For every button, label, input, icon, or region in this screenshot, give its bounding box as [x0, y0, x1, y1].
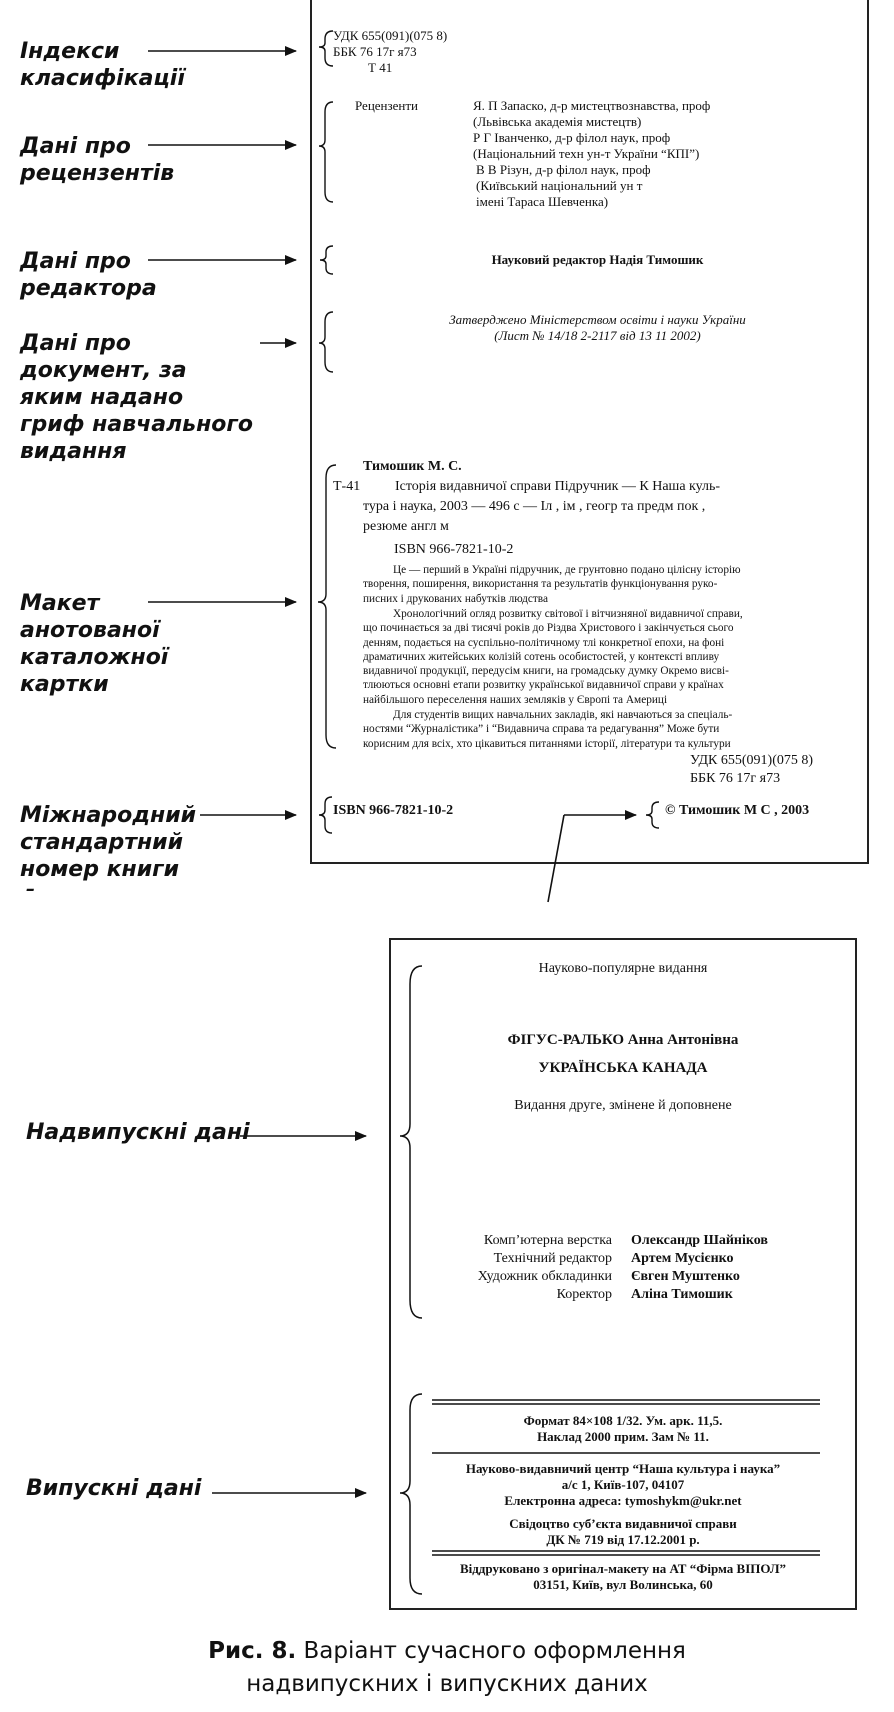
brace-indexes: [319, 31, 333, 66]
brace-isbn: [319, 797, 332, 833]
card-bib-line-3: резюме англ м: [363, 519, 449, 534]
credit-name: Євген Муштенко: [631, 1269, 740, 1284]
credit-role: Технічний редактор: [493, 1251, 612, 1266]
publisher-line-1: Науково-видавничий центр “Наша культура і наука”: [465, 1461, 781, 1476]
credit-name: Аліна Тимошик: [631, 1287, 733, 1302]
book-author-name: ФІГУС-РАЛЬКО Анна Антонівна: [507, 1032, 739, 1048]
reviewers-heading: Рецензенти: [355, 98, 419, 113]
brace-reviewers: [319, 102, 333, 202]
label-document-data: Дані про документ, за яким надано гриф навчального видання: [20, 331, 254, 464]
copyright-notice: © Тимошик М С , 2003: [665, 803, 810, 818]
label-pre-release-data: Надвипускні дані: [26, 1120, 250, 1145]
bbk-index-bottom: ББК 76 17г я73: [690, 771, 781, 786]
label-isbn: Міжнародний стандартний номер книги: [20, 803, 197, 882]
annotation-line: видавничої продукції, передусім книги, на громадську думку Окремо висві-: [363, 665, 729, 678]
card-bib-line-1: Історія видавничої справи Підручник — К Наша куль-: [395, 479, 721, 494]
annotation-line: драматичних житейських колізій сотень особистостей, у контексті впливу: [363, 650, 720, 663]
publisher-email-line: Електронна адреса: tymoshykm@ukr.net: [504, 1493, 742, 1508]
reviewer-1-affiliation: (Львівська академія мистецтв): [473, 114, 642, 129]
card-bib-line-2: тура і наука, 2003 — 496 с — Іл , ім , геогр та предм пок ,: [363, 499, 706, 514]
credit-role: Коректор: [556, 1287, 612, 1302]
print-run-line: Наклад 2000 прим. Зам № 11.: [537, 1429, 709, 1444]
brace-catalog-card: [318, 465, 336, 748]
annotation-line: корисним для всіх, хто цікавиться питаннями історії, літератури та культури: [363, 737, 731, 750]
book-title: УКРАЇНСЬКА КАНАДА: [538, 1060, 708, 1076]
label-catalog-card: Макет анотованої каталожної картки: [20, 591, 169, 697]
brace-copyright: [646, 802, 659, 828]
card-cutter-mark: Т-41: [333, 479, 361, 494]
figure-caption-text: Варіант сучасного оформлення: [296, 1638, 686, 1664]
annotation-line: писних і друкованих набутків людства: [363, 592, 549, 605]
figure-caption-line-2: надвипускних і випускних даних: [246, 1671, 648, 1697]
brace-document: [319, 312, 333, 372]
label-editor-data: Дані про редактора: [20, 249, 157, 301]
brace-pre-release: [400, 966, 422, 1318]
reviewer-3-affiliation-line2: імені Тараса Шевченка): [476, 194, 609, 209]
label-classification-indexes: Індекси класифікації: [20, 39, 185, 91]
scientific-editor-line: Науковий редактор Надія Тимошик: [491, 252, 704, 267]
figure-number: Рис. 8.: [208, 1638, 297, 1664]
copyright-pointer-line: [548, 815, 564, 902]
annotation-line: Це — перший в Україні підручник, де грунтовно подано цілісну історію: [393, 564, 741, 576]
annotation-line: денням, подається на суспільно-політичному тлі конкретної епохи, на фоні: [363, 636, 725, 649]
label-release-data: Випускні дані: [26, 1476, 202, 1501]
udk-index-bottom: УДК 655(091)(075 8): [690, 753, 814, 768]
publisher-line-2: а/с 1, Київ-107, 04107: [561, 1477, 685, 1492]
approval-line-2: (Лист № 14/18 2-2117 від 13 11 2002): [494, 328, 701, 343]
edition-type: Науково-популярне видання: [538, 961, 708, 976]
bbk-index-top: ББК 76 17г я73: [333, 44, 417, 59]
annotation-line: найбільшого переселення наших земляків у Європі та Америці: [363, 693, 668, 706]
card-author: Тимошик М. С.: [363, 459, 462, 474]
format-line: Формат 84×108 1/32. Ум. арк. 11,5.: [523, 1413, 723, 1428]
annotation-line: творення, поширення, використання та результатів функціонування руко-: [363, 578, 718, 591]
cutter-mark-top: Т 41: [368, 60, 393, 75]
annotation-line: Хронологічний огляд розвитку світової і вітчизняної видавничої справи,: [393, 608, 743, 620]
label-reviewers-data: Дані про рецензентів: [20, 134, 175, 186]
credit-role: Комп’ютерна верстка: [483, 1233, 612, 1248]
edition-note: Видання друге, змінене й доповнене: [514, 1098, 732, 1113]
reviewer-2-name: Р Г Іванченко, д-р філол наук, проф: [473, 130, 671, 145]
card-isbn: ISBN 966-7821-10-2: [394, 542, 514, 557]
annotation-line: тлюються основні етапи розвитку української видавничої справи у країнах: [363, 679, 724, 692]
brace-release: [400, 1394, 422, 1594]
reviewer-3-affiliation-line1: (Київський національний ун т: [476, 178, 643, 193]
certificate-line-2: ДК № 719 від 17.12.2001 р.: [546, 1532, 700, 1547]
reviewer-2-affiliation: (Національний техн ун-т України “КПІ”): [473, 146, 700, 161]
approval-line-1: Затверджено Міністерством освіти і науки України: [449, 312, 746, 327]
annotation-line: Для студентів вищих навчальних закладів, які навчаються за спеціаль-: [393, 709, 733, 721]
page-fragment-mark: –: [26, 879, 35, 900]
credit-name: Олександр Шайніков: [631, 1233, 768, 1248]
printing-line-2: 03151, Київ, вул Волинська, 60: [533, 1577, 713, 1592]
printing-line-1: Віддруковано з оригінал-макету на АТ “Фірма ВІПОЛ”: [459, 1561, 787, 1576]
certificate-line-1: Свідоцтво суб’єкта видавничої справи: [509, 1516, 737, 1531]
credit-role: Художник обкладинки: [477, 1269, 612, 1284]
credit-name: Артем Мусієнко: [631, 1251, 734, 1266]
annotation-line: що починається за дві тисячі років до Різдва Христового і закінчується сього: [363, 622, 734, 635]
brace-editor: [320, 246, 333, 274]
udk-index-top: УДК 655(091)(075 8): [333, 28, 448, 43]
isbn-bottom: ISBN 966-7821-10-2: [333, 803, 454, 818]
annotation-line: ностями “Журналістика” і “Видавнича справа та редагування” Може бути: [363, 723, 720, 736]
reviewer-1-name: Я. П Запаско, д-р мистецтвознавства, проф: [473, 98, 711, 113]
reviewer-3-name: В В Різун, д-р філол наук, проф: [476, 162, 651, 177]
